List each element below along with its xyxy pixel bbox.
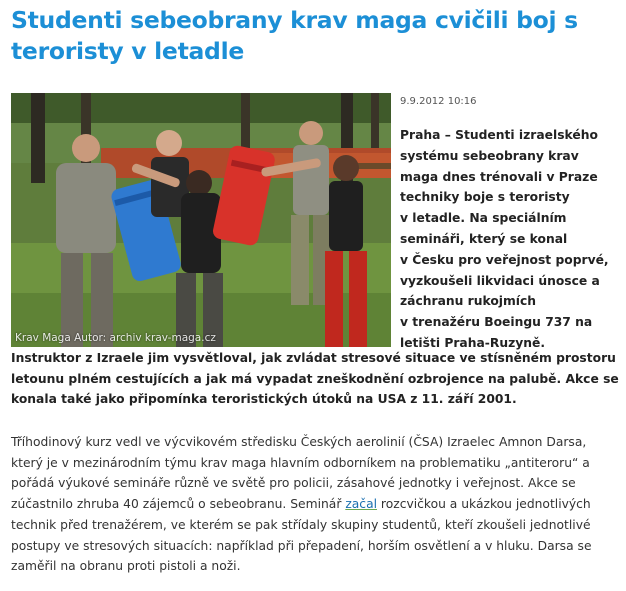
perex-line: v Česku pro veřejnost poprvé, [400,252,609,267]
body-line: Tříhodinový kurz vedl ve výcvikovém středisku Českých aerolinií (ČSA) Izraelec Amnon Darsa, [11,435,587,449]
perex-line: maga dnes trénovali v Praze [400,169,598,184]
body-line: postupy ve stresových situacích: například při přepadení, horším osvětlení a v hluku. Darsa se [11,538,592,553]
article-date: 9.9.2012 10:16 [400,96,477,107]
perex-line: letišti Praha-Ruzyně. [400,335,546,350]
perex-line: v letadle. Na speciálním [400,211,567,226]
perex-line: Instruktor z Izraele jim vysvětloval, jak zvládat stresové situace ve stísněném prostoru [11,351,616,365]
article-photo[interactable] [11,93,391,347]
photo-caption: Krav Maga Autor: archiv krav-maga.cz [15,332,216,344]
perex-line: techniky boje s teroristy [400,190,570,205]
perex-line: záchranu rukojmích [400,294,537,309]
perex-line: systému sebeobrany krav [400,148,579,163]
perex-line: letounu plném cestujících a jak má vypadat zneškodnění ozbrojence na palubě. Akce se [11,371,619,386]
body-text-segment: rozcvičkou a ukázkou jednotlivých [377,497,591,512]
perex-line: vyzkoušeli likvidaci únosce a [400,273,600,288]
body-line: technik před trenažérem, ve kterém se pak střídaly skupiny studentů, kteří zkoušeli jednotlivé [11,517,591,532]
perex-line: v trenažéru Boeingu 737 na [400,315,593,330]
article-perex-full [11,348,623,410]
body-text-segment: zúčastnilo zhruba 40 zájemců o sebeobranu. Seminář [11,497,346,512]
perex-line: Praha – Studenti izraelského [400,128,598,142]
article-title: Studenti sebeobrany krav maga cvičili boj s teroristy v letadle [11,6,578,65]
article-perex-side [400,125,618,354]
body-line: zaměřil na obranu proti pistoli a noži. [11,559,241,574]
perex-line: semináři, který se konal [400,231,568,246]
body-line: který je v mezinárodním týmu krav maga hlavním odborníkem na problematiku „antiteroru“ a [11,455,590,470]
article-body [11,432,623,577]
photo-illustration [11,93,391,347]
body-line: pořádá výukové semináře různě ve světě pro policii, zásahové jednotky i veřejnost. Akce se [11,476,576,491]
article-link-zacal[interactable]: začal [345,497,378,512]
perex-line: konala také jako připomínka teroristických útoků na USA z 11. září 2001. [11,392,517,406]
body-line [11,494,623,515]
